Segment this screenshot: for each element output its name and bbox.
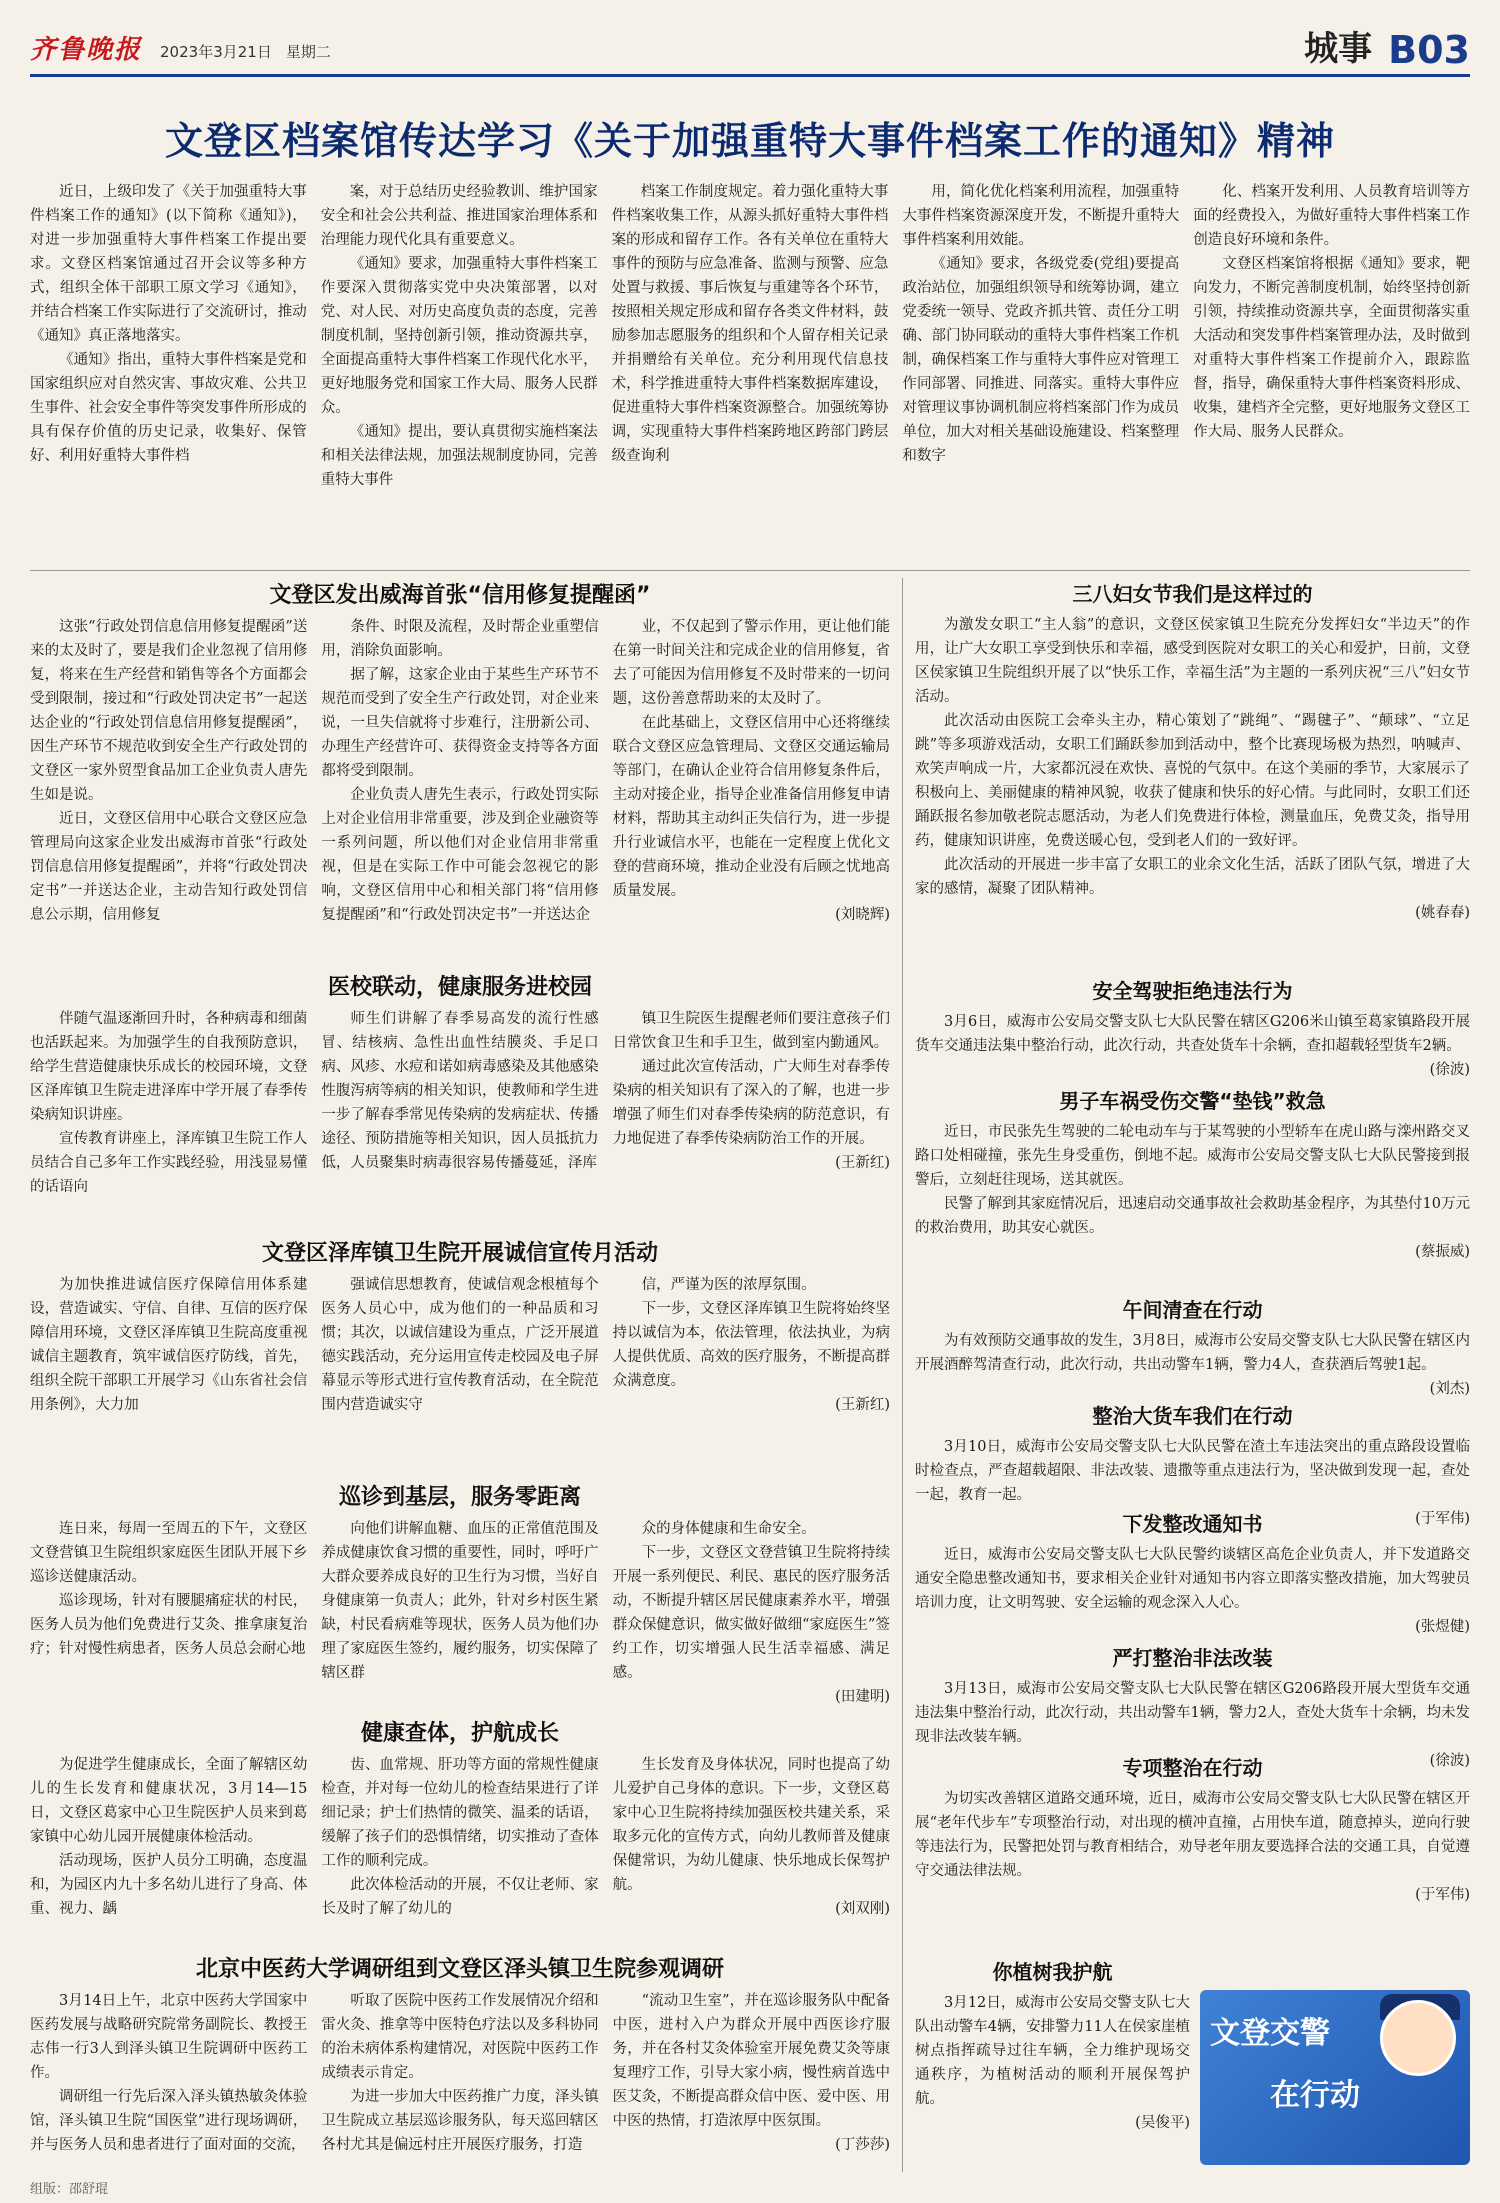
paragraph: 这张“行政处罚信息信用修复提醒函”送来的太及时了，要是我们企业忽视了信用修复，将来在生产经营和销售等各个方面都会受到限制，接过和“行政处罚决定书”一起送达企业的“行政处罚信息信用修复提醒函”，因生产环节不规范收到安全生产行政处罚的文登区一家外贸型食品加工企业负责人唐先生如是说。 — [30, 619, 308, 803]
paragraph: 近日，威海市公安局交警支队七大队民警约谈辖区高危企业负责人，并下发道路交通安全隐患整改通知书，要求相关企业针对通知书内容立即落实整改措施，加大驾驶员培训力度，让文明驾驶、安全运输的观念深入人心。 — [915, 1547, 1470, 1611]
paragraph: 条件、时限及流程，及时帮企业重塑信用，消除负面影响。 — [321, 619, 599, 659]
paragraph: 向他们讲解血糖、血压的正常值范围及养成健康饮食习惯的重要性，同时，呼吁广大群众要养成良好的卫生行为习惯，当好自身健康第一负责人；此外，针对乡村医生紧缺，村民看病难等现状，医务人员为他们办理了家庭医生签约，履约服务，切实保障了辖区群 — [321, 1521, 599, 1681]
promo-line1: 文登交警 — [1210, 2016, 1330, 2051]
author: (刘杰) — [1429, 1381, 1470, 1397]
paragraph: 据了解，这家企业由于某些生产环节不规范而受到了安全生产行政处罚，对企业来说，一旦失信就将寸步难行，注册新公司、办理生产经营许可、获得资金支持等各方面都将受到限制。 — [321, 667, 599, 779]
paragraph: 近日，上级印发了《关于加强重特大事件档案工作的通知》(以下简称《通知》)，对进一步加强重特大事件档案工作提出要求。文登区档案馆通过召开会议等多种方式，组织全体干部职工原文学习《通知》，并结合档案工作实际进行了交流研讨，推动《通知》真正落地落实。 — [30, 184, 307, 344]
article-title: 专项整治在行动 — [1122, 1756, 1263, 1780]
article-title: 下发整改通知书 — [1122, 1512, 1263, 1536]
article-col — [30, 615, 307, 965]
tree-article — [915, 1956, 1190, 2171]
checkup-article — [30, 1716, 890, 1948]
women-article — [915, 578, 1470, 970]
lead-col-1 — [30, 180, 307, 562]
divider — [30, 570, 1470, 571]
lead-col-3 — [612, 180, 889, 562]
paragraph: 伴随气温逐渐回升时，各种病毒和细菌也活跃起来。为加强学生的自我预防意识，给学生营造健康快乐成长的校园环境，文登区泽库镇卫生院走进泽库中学开展了春季传染病知识讲座。 — [30, 1011, 308, 1123]
article-col — [321, 1007, 598, 1231]
tcm-article — [30, 1952, 890, 2172]
paragraph: 3月10日，威海市公安局交警支队七大队民警在渣土车违法突出的重点路段设置临时检查点，严查超载超限、非法改装、遗撒等重点违法行为，坚决做到发现一起，查处一起，教育一起。 — [915, 1439, 1470, 1503]
author: (王新红) — [835, 1397, 890, 1413]
author: (徐波) — [1429, 1753, 1470, 1769]
paragraph: 业，不仅起到了警示作用，更让他们能在第一时间关注和完成企业的信用修复，省去了可能因为信用修复不及时带来的一切问题，这份善意帮助来的太及时了。 — [612, 619, 890, 707]
author: (刘晓辉) — [835, 907, 890, 923]
paper-logo: 齐鲁晚报 — [30, 35, 143, 65]
lead-article — [30, 180, 1470, 562]
paragraph: 下一步，文登区文登营镇卫生院将持续开展一系列便民、利民、惠民的医疗服务活动，不断提升辖区居民健康素养水平，增强群众保健意识，做实做好做细“家庭医生”签约工作，切实增强人民生活幸福感、满足感。 — [612, 1545, 890, 1681]
paragraph: 众的身体健康和生命安全。 — [641, 1521, 816, 1537]
page-number: B03 — [1388, 28, 1470, 72]
author: (田建明) — [835, 1689, 890, 1705]
article-col — [30, 1753, 307, 1947]
paragraph: 企业负责人唐先生表示，行政处罚实际上对企业信用非常重要，涉及到企业融资等一系列问题，所以他们对企业信用非常重视，但是在实际工作中可能会忽视它的影响，文登区信用中心和相关部门将“信用修复提醒函”和“行政处罚决定书”一并送达企 — [321, 787, 599, 923]
article-col — [321, 1273, 598, 1475]
paragraph: 为进一步加大中医药推广力度，泽头镇卫生院成立基层巡诊服务队，每天巡回辖区各村尤其是偏远村庄开展医疗服务，打造 — [321, 2089, 599, 2153]
article-col — [321, 1753, 598, 1947]
article-title: 整治大货车我们在行动 — [1092, 1404, 1293, 1428]
article-col — [30, 1007, 307, 1231]
paragraph: 用，简化优化档案利用流程，加强重特大事件档案资源深度开发，不断提升重特大事件档案利用效能。 — [902, 184, 1180, 248]
paragraph: 此次体检活动的开展，不仅让老师、家长及时了解了幼儿的 — [321, 1877, 599, 1917]
article-col — [613, 1989, 890, 2171]
article-title: 安全驾驶拒绝违法行为 — [1092, 979, 1293, 1003]
brief-6 — [915, 1752, 1470, 1952]
article-col — [613, 1517, 890, 1711]
paragraph: 文登区档案馆将根据《通知》要求，靶向发力，不断完善制度机制，始终坚持创新引领，持续推动资源共享，全面贯彻落实重大活动和突发事件档案管理办法，及时做到对重特大事件档案工作提前介入，跟踪监督，指导，确保重特大事件档案资料形成、收集，建档齐全完整，更好地服务文登区工作大局、服务人民群众。 — [1193, 256, 1470, 440]
author: (王新红) — [835, 1155, 890, 1171]
paragraph: 镇卫生院医生提醒老师们要注意孩子们日常饮食卫生和手卫生，做到室内勤通风。 — [612, 1011, 890, 1051]
paragraph: 生长发育及身体状况，同时也提高了幼儿爱护自己身体的意识。下一步，文登区葛家中心卫生院将持续加强医校共建关系，采取多元化的宣传方式，向幼儿教师普及健康保健常识，为幼儿健康、快乐地成长保驾护航。 — [612, 1757, 890, 1893]
author: (徐波) — [1429, 1062, 1470, 1078]
article-title: 文登区发出威海首张“信用修复提醒函” — [269, 583, 651, 608]
paragraph: 为有效预防交通事故的发生，3月8日，威海市公安局交警支队七大队民警在辖区内开展酒醉驾清查行动，此次行动，共出动警车1辆，警力4人，查获酒后驾驶1起。 — [915, 1333, 1470, 1373]
paragraph: 3月6日，威海市公安局交警支队七大队民警在辖区G206米山镇至葛家镇路段开展货车交通违法集中整治行动，此次行动，共查处货车十余辆，查扣超载轻型货车2辆。 — [915, 1014, 1470, 1054]
paragraph: 为切实改善辖区道路交通环境，近日，威海市公安局交警支队七大队民警在辖区开展“老年代步车”专项整治行动，对出现的横冲直撞，占用快车道，随意掉头，逆向行驶等违法行为，民警把处罚与教育相结合，劝导老年朋友要选择合法的交通工具，自觉遵守交通法律法规。 — [915, 1791, 1470, 1879]
officer-icon — [1380, 2000, 1456, 2076]
author: (姚春春) — [1415, 905, 1470, 921]
article-col — [30, 1989, 307, 2171]
article-title: 男子车祸受伤交警“垫钱”救急 — [1059, 1089, 1326, 1113]
paragraph: 信，严谨为医的浓厚氛围。 — [641, 1277, 816, 1293]
lead-col-4 — [902, 180, 1179, 562]
paragraph: 听取了医院中医药工作发展情况介绍和雷火灸、推拿等中医特色疗法以及多科协同的治未病体系构建情况，对医院中医药工作成绩表示肯定。 — [321, 1993, 599, 2081]
integrity-article — [30, 1236, 890, 1476]
brief-1 — [915, 1085, 1470, 1291]
paragraph: 为加快推进诚信医疗保障信用体系建设，营造诚实、守信、自律、互信的医疗保障信用环境，文登区泽库镇卫生院高度重视诚信主题教育，筑牢诚信医疗防线，首先，组织全院干部职工开展学习《山东省社会信用条例》，大力加 — [30, 1277, 308, 1413]
brief-2 — [915, 1294, 1470, 1398]
paragraph: 宣传教育讲座上，泽库镇卫生院工作人员结合自己多年工作实践经验，用浅显易懂的话语向 — [30, 1131, 308, 1195]
lead-col-5 — [1193, 180, 1470, 562]
medical-article — [30, 970, 890, 1232]
paragraph: “流动卫生室”，并在巡诊服务队中配备中医，进村入户为群众开展中西医诊疗服务，并在各村艾灸体验室开展免费艾灸等康复理疗工作，引导大家小病，慢性病首选中医艾灸，不断提高群众信中医、爱中医、用中医的热情，打造浓厚中医氛围。 — [612, 1993, 890, 2129]
column-divider — [902, 578, 903, 2172]
paragraph: 3月12日，威海市公安局交警支队七大队出动警车4辆，安排警力11人在侯家崖植树点指挥疏导过往车辆，全力维护现场交通秩序，为植树活动的顺利开展保驾护航。 — [915, 1995, 1190, 2107]
section-name: 城事 — [1304, 29, 1373, 69]
tour-article — [30, 1480, 890, 1712]
paragraph: 《通知》提出，要认真贯彻实施档案法和相关法律法规，加强法规制度协同，完善重特大事件 — [320, 424, 598, 488]
issue-date: 2023年3月21日 — [160, 43, 272, 61]
paragraph: 近日，文登区信用中心联合文登区应急管理局向这家企业发出威海市首张“行政处罚信息信用修复提醒函”，并将“行政处罚决定书”一并送达企业，主动告知行政处罚信息公示期，信用修复 — [30, 811, 308, 923]
article-col — [321, 615, 598, 965]
paragraph: 调研组一行先后深入泽头镇热敏灸体验馆，泽头镇卫生院“国医堂”进行现场调研，并与医务人员和患者进行了面对面的交流， — [30, 2089, 308, 2153]
article-title: 三八妇女节我们是这样过的 — [1072, 582, 1313, 606]
promo-line2: 在行动 — [1270, 2078, 1360, 2113]
paragraph: 连日来，每周一至周五的下午，文登区文登营镇卫生院组织家庭医生团队开展下乡巡诊送健康活动。 — [30, 1521, 308, 1585]
article-col — [613, 1273, 890, 1475]
lead-col-2 — [321, 180, 598, 562]
editor-credit: 组版：邵舒琨 — [30, 2182, 109, 2197]
article-title: 文登区泽库镇卫生院开展诚信宣传月活动 — [261, 1241, 658, 1266]
paragraph: 在此基础上，文登区信用中心还将继续联合文登区应急管理局、文登区交通运输局等部门，在确认企业符合信用修复条件后，主动对接企业，指导企业准备信用修复申请材料，帮助其主动纠正失信行为，进一步提升行业诚信水平，也能在一定程度上优化文登的营商环境，推动企业没有后顾之忧地高质量发展。 — [612, 715, 890, 899]
paragraph: 此次活动由医院工会牵头主办，精心策划了“跳绳”、“踢毽子”、“颠球”、“立足跳”等多项游戏活动，女职工们踊跃参加到活动中，整个比赛现场极为热烈，呐喊声、欢笑声响成一片，大家都沉浸在欢快、喜悦的气氛中。在这个美丽的季节，大家展示了积极向上、美丽健康的精神风貌，收获了健康和快乐的好心情。与此同时，女职工们还踊跃报名参加敬老院志愿活动，为老人们免费进行体检，测量血压，免费艾灸，指导用药，健康知识讲座，免费送暖心包，受到老人们的一致好评。 — [915, 713, 1470, 849]
paragraph: 通过此次宣传活动，广大师生对春季传染病的相关知识有了深入的了解，也进一步增强了师生们对春季传染病的防范意识，有力地促进了春季传染病防治工作的开展。 — [612, 1059, 890, 1147]
paragraph: 师生们讲解了春季易高发的流行性感冒、结核病、急性出血性结膜炎、手足口病、风疹、水痘和诺如病毒感染及其他感染性腹泻病等病的相关知识，使教师和学生进一步了解春季常见传染病的发病症状、传播途径、预防措施等相关知识，因人员抵抗力低，人员聚集时病毒很容易传播蔓延，泽库 — [321, 1011, 599, 1171]
credit-article — [30, 578, 890, 966]
paragraph: 为激发女职工“主人翁”的意识，文登区侯家镇卫生院充分发挥妇女“半边天”的作用，让广大女职工享受到快乐和幸福，感受到医院对女职工的关心和爱护，日前，文登区侯家镇卫生院组织开展了以“快乐工作，幸福生活”为主题的一系列庆祝“三八”妇女节活动。 — [915, 617, 1470, 705]
article-col — [30, 1517, 307, 1711]
article-title: 巡诊到基层，服务零距离 — [338, 1485, 581, 1510]
paragraph: 下一步，文登区泽库镇卫生院将始终坚持以诚信为本，依法管理，依法执业，为病人提供优质、高效的医疗服务，不断提高群众满意度。 — [612, 1301, 890, 1389]
author: (张煜健) — [1415, 1619, 1470, 1635]
paragraph: 近日，市民张先生驾驶的二轮电动车与于某驾驶的小型轿车在虎山路与滦州路交叉路口处相碰撞，张先生身受重伤，倒地不起。威海市公安局交警支队七大队民警接到报警后，立刻赶往现场，送其就医。 — [915, 1124, 1470, 1188]
author: (吴俊平) — [1135, 2115, 1190, 2131]
article-col — [613, 1007, 890, 1231]
article-title: 严打整治非法改装 — [1112, 1646, 1273, 1670]
paragraph: 3月13日，威海市公安局交警支队七大队民警在辖区G206路段开展大型货车交通违法集中整治行动，此次行动，共出动警车1辆，警力2人，查处大货车十余辆，均未发现非法改装车辆。 — [915, 1681, 1470, 1745]
paragraph: 民警了解到其家庭情况后，迅速启动交通事故社会救助基金程序，为其垫付10万元的救治费用，助其安心就医。 — [915, 1196, 1470, 1236]
paragraph: 巡诊现场，针对有腰腿痛症状的村民，医务人员为他们免费进行艾灸、推拿康复治疗；针对慢性病患者，医务人员总会耐心地 — [30, 1593, 308, 1657]
paragraph: 档案工作制度规定。着力强化重特大事件档案收集工作，从源头抓好重特大事件档案的形成和留存工作。各有关单位在重特大事件的预防与应急准备、监测与预警、应急处置与救援、事后恢复与重建等各个环节，按照相关规定形成和留存各类文件材料，鼓励参加志愿服务的组织和个人留存相关记录并捐赠给有关单位。充分利用现代信息技术，科学推进重特大事件档案数据库建设，促进重特大事件档案资源整合。加强统筹协调，实现重特大事件档案跨地区跨部门跨层级查询利 — [611, 184, 889, 464]
author: (蔡振威) — [1415, 1244, 1470, 1260]
paragraph: 《通知》要求，各级党委(党组)要提高政治站位，加强组织领导和统筹协调，建立党委统一领导、党政齐抓共管、责任分工明确、部门协同联动的重特大事件档案工作机制，确保档案工作与重特大事件应对管理工作同部署、同推进、同落实。重特大事件应对管理议事协调机制应将档案部门作为成员单位，加大对相关基础设施建设、档案整理和数字 — [902, 256, 1180, 464]
paragraph: 化、档案开发利用、人员教育培训等方面的经费投入，为做好重特大事件档案工作创造良好环境和条件。 — [1193, 184, 1470, 248]
brief-0 — [915, 975, 1470, 1083]
issue-weekday: 星期二 — [285, 43, 331, 61]
author: (丁莎莎) — [835, 2137, 890, 2153]
article-col — [613, 615, 890, 965]
paragraph: 《通知》要求，加强重特大事件档案工作要深入贯彻落实党中央决策部署，以对党、对人民、对历史高度负责的态度，完善制度机制，坚持创新引领，推动资源共享，全面提高重特大事件档案工作现代化水平，更好地服务党和国家工作大局、服务人民群众。 — [320, 256, 598, 416]
article-col — [613, 1753, 890, 1947]
article-title: 医校联动，健康服务进校园 — [327, 975, 592, 1000]
paragraph: 3月14日上午，北京中医药大学国家中医药发展与战略研究院常务副院长、教授王志伟一行3人到泽头镇卫生院调研中医药工作。 — [30, 1993, 308, 2081]
author: (于军伟) — [1415, 1511, 1470, 1527]
paragraph: 强诚信思想教育，使诚信观念根植每个医务人员心中，成为他们的一种品质和习惯；其次，以诚信建设为重点，广泛开展道德实践活动，充分运用宣传走校园及电子屏幕显示等形式进行宣传教育活动，在全院范围内营造诚实守 — [321, 1277, 599, 1413]
article-col — [321, 1989, 598, 2171]
article-title: 健康查体，护航成长 — [360, 1721, 559, 1746]
article-col — [321, 1517, 598, 1711]
traffic-police-promo-image — [1200, 1990, 1470, 2165]
article-title: 午间清查在行动 — [1122, 1298, 1263, 1322]
paragraph: 活动现场，医护人员分工明确，态度温和，为园区内九十多名幼儿进行了身高、体重、视力、龋 — [30, 1853, 308, 1917]
article-title: 你植树我护航 — [992, 1960, 1113, 1984]
paragraph: 为促进学生健康成长，全面了解辖区幼儿的生长发育和健康状况，3月14—15日，文登区葛家中心卫生院医护人员来到葛家镇中心幼儿园开展健康体检活动。 — [30, 1757, 308, 1845]
author: (于军伟) — [1415, 1887, 1470, 1903]
paragraph: 齿、血常规、肝功等方面的常规性健康检查，并对每一位幼儿的检查结果进行了详细记录；护士们热情的微笑、温柔的话语，缓解了孩子们的恐惧情绪，切实推动了查体工作的顺利完成。 — [321, 1757, 599, 1869]
article-title: 北京中医药大学调研组到文登区泽头镇卫生院参观调研 — [195, 1957, 724, 1982]
author: (刘双刚) — [835, 1901, 890, 1917]
paragraph: 此次活动的开展进一步丰富了女职工的业余文化生活，活跃了团队气氛，增进了大家的感情，凝聚了团队精神。 — [915, 857, 1470, 897]
lead-headline: 文登区档案馆传达学习《关于加强重特大事件档案工作的通知》精神 — [164, 119, 1335, 163]
brief-4 — [915, 1508, 1470, 1638]
paragraph: 《通知》指出，重特大事件档案是党和国家组织应对自然灾害、事故灾难、公共卫生事件、社会安全事件等突发事件所形成的具有保存价值的历史记录，收集好、保管好、利用好重特大事件档 — [30, 352, 307, 464]
article-col — [30, 1273, 307, 1475]
paragraph: 案，对于总结历史经验教训、维护国家安全和社会公共利益、推进国家治理体系和治理能力现代化具有重要意义。 — [320, 184, 598, 248]
masthead — [30, 12, 1470, 77]
